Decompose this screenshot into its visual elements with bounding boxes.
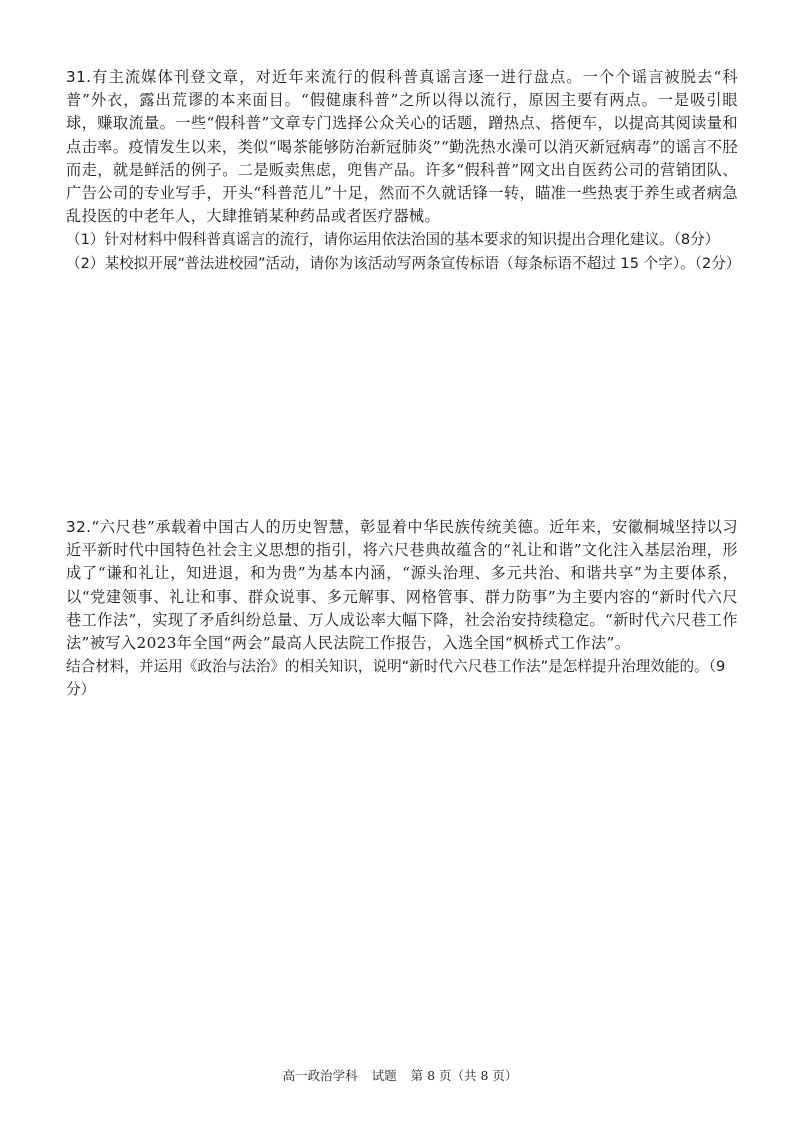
question-32 xyxy=(66,516,738,702)
question-32-material xyxy=(66,516,738,655)
question-31-text: 有主流媒体刊登文章，对近年来流行的假科普真谣言逐一进行盘点。一个个谣言被脱去“科普”外衣，露出荒谬的本来面目。“假健康科普”之所以得以流行，原因主要有两点。一是吸引眼球，赚取流量。一些“假科普”文章专门选择公众关心的话题，蹭热点、搭便车，以提高其阅读量和点击率。疫情发生以来，类似“喝茶能够防治新冠肺炎”“勤洗热水澡可以消灭新冠病毒”的谣言不胫而走，就是鲜活的例子。二是贩卖焦虑，兜售产品。许多“假科普”网文出自医药公司的营销团队、广告公司的专业写手，开头“科普范儿”十足，然而不久就话锋一转，瞄准一些热衷于养生或者病急乱投医的中老年人，大肆推销某种药品或者医疗器械。 xyxy=(66,68,738,226)
footer-page-number: 第 8 页（共 8 页） xyxy=(410,1068,518,1083)
question-32-prompt: 结合材料，并运用《政治与法治》的相关知识，说明“新时代六尺巷工作法”是怎样提升治理效能的。（9分） xyxy=(66,658,726,699)
question-31-subquestion-1: （1）针对材料中假科普真谣言的流行，请你运用依法治国的基本要求的知识提出合理化建议。（8分） xyxy=(66,231,720,249)
page-footer xyxy=(0,1066,800,1084)
question-32-number: 32. xyxy=(66,518,92,536)
question-31-material xyxy=(66,66,738,228)
footer-subject: 高一政治学科 xyxy=(282,1068,358,1083)
question-31-subquestion-2: （2）某校拟开展“普法进校园”活动，请你为该活动写两条宣传标语（每条标语不超过 15 个字）。（2分） xyxy=(66,254,741,272)
question-32-text: “六尺巷”承载着中国古人的历史智慧，彰显着中华民族传统美德。近年来，安徽桐城坚持以习近平新时代中国特色社会主义思想的指引，将六尺巷典故蕴含的“礼让和谐”文化注入基层治理，形成了“谦和礼让，知进退，和为贵”为基本内涵，“源头治理、多元共治、和谐共享”为主要体系，以“党建领事、礼让和事、群众说事、多元解事、网格管事、群力防事”为主要内容的“新时代六尺巷工作法”，实现了矛盾纠纷总量、万人成讼率大幅下降，社会治安持续稳定。“新时代六尺巷工作法”被写入2023年全国“两会”最高人民法院工作报告，入选全国“枫桥式工作法”。 xyxy=(66,518,738,653)
footer-type: 试题 xyxy=(371,1068,397,1083)
question-31 xyxy=(66,66,741,275)
question-31-number: 31. xyxy=(66,68,92,86)
